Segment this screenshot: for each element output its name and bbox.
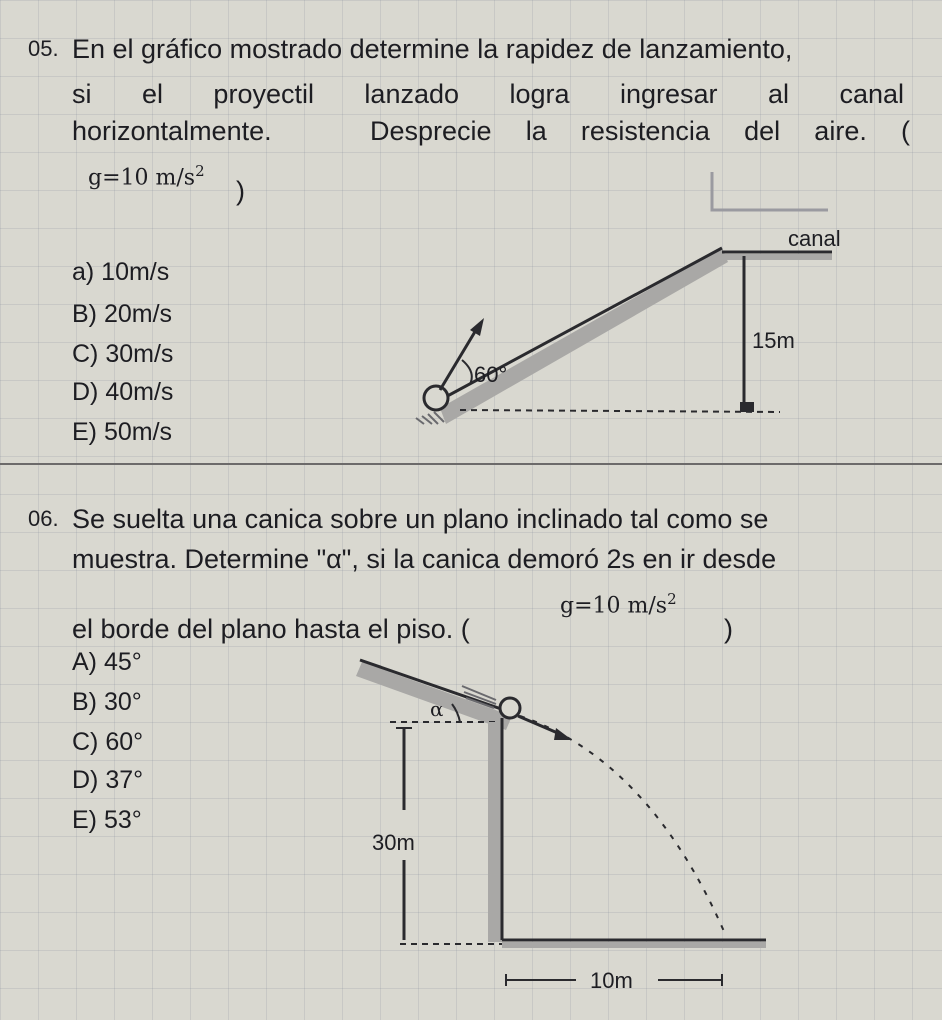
option-d[interactable]: D) 40m/s	[72, 378, 174, 406]
close-paren: )	[236, 176, 245, 206]
angle-label: 60°	[474, 362, 508, 387]
question-text-line: horizontalmente.	[72, 116, 272, 146]
option-d[interactable]: D) 37°	[72, 766, 144, 794]
height-label: 15m	[752, 328, 795, 353]
alpha-label: α	[430, 697, 444, 721]
close-paren: )	[724, 614, 733, 644]
option-b[interactable]: B) 30°	[72, 688, 142, 716]
option-a[interactable]: a) 10m/s	[72, 258, 170, 286]
trajectory-dashed	[520, 716, 726, 936]
question-text-line: muestra. Determine "α", si la canica demoró 2s en ir desde	[72, 544, 777, 574]
question-number: 06.	[28, 506, 59, 531]
question-text-line: el borde del plano hasta el piso. (	[72, 614, 470, 644]
floor-shading	[502, 942, 766, 948]
gravity-formula: g=10 $m/s^2$	[560, 590, 677, 619]
option-c[interactable]: C) 30m/s	[72, 340, 174, 368]
option-b[interactable]: B) 20m/s	[72, 300, 173, 328]
canal-label: canal	[788, 226, 841, 251]
height-label: 30m	[372, 830, 415, 855]
distance-label: 10m	[590, 968, 633, 993]
question-text-line: Se suelta una canica sobre un plano inclinado tal como se	[72, 504, 769, 534]
velocity-arrow	[518, 716, 560, 734]
question-text-line: si el proyectil lanzado logra ingresar al canal	[72, 79, 904, 109]
gravity-formula: g=10 $m/s^2$	[88, 162, 205, 191]
question-text-line: Desprecie la resistencia del aire. (	[370, 116, 910, 146]
wall-shading	[488, 722, 502, 942]
option-a[interactable]: A) 45°	[72, 648, 142, 676]
marble-ball	[500, 698, 520, 718]
question-number: 05.	[28, 36, 59, 61]
option-e[interactable]: E) 53°	[72, 806, 142, 834]
option-e[interactable]: E) 50m/s	[72, 418, 173, 446]
question-text-line: En el gráfico mostrado determine la rapidez de lanzamiento,	[72, 34, 793, 64]
option-c[interactable]: C) 60°	[72, 728, 144, 756]
